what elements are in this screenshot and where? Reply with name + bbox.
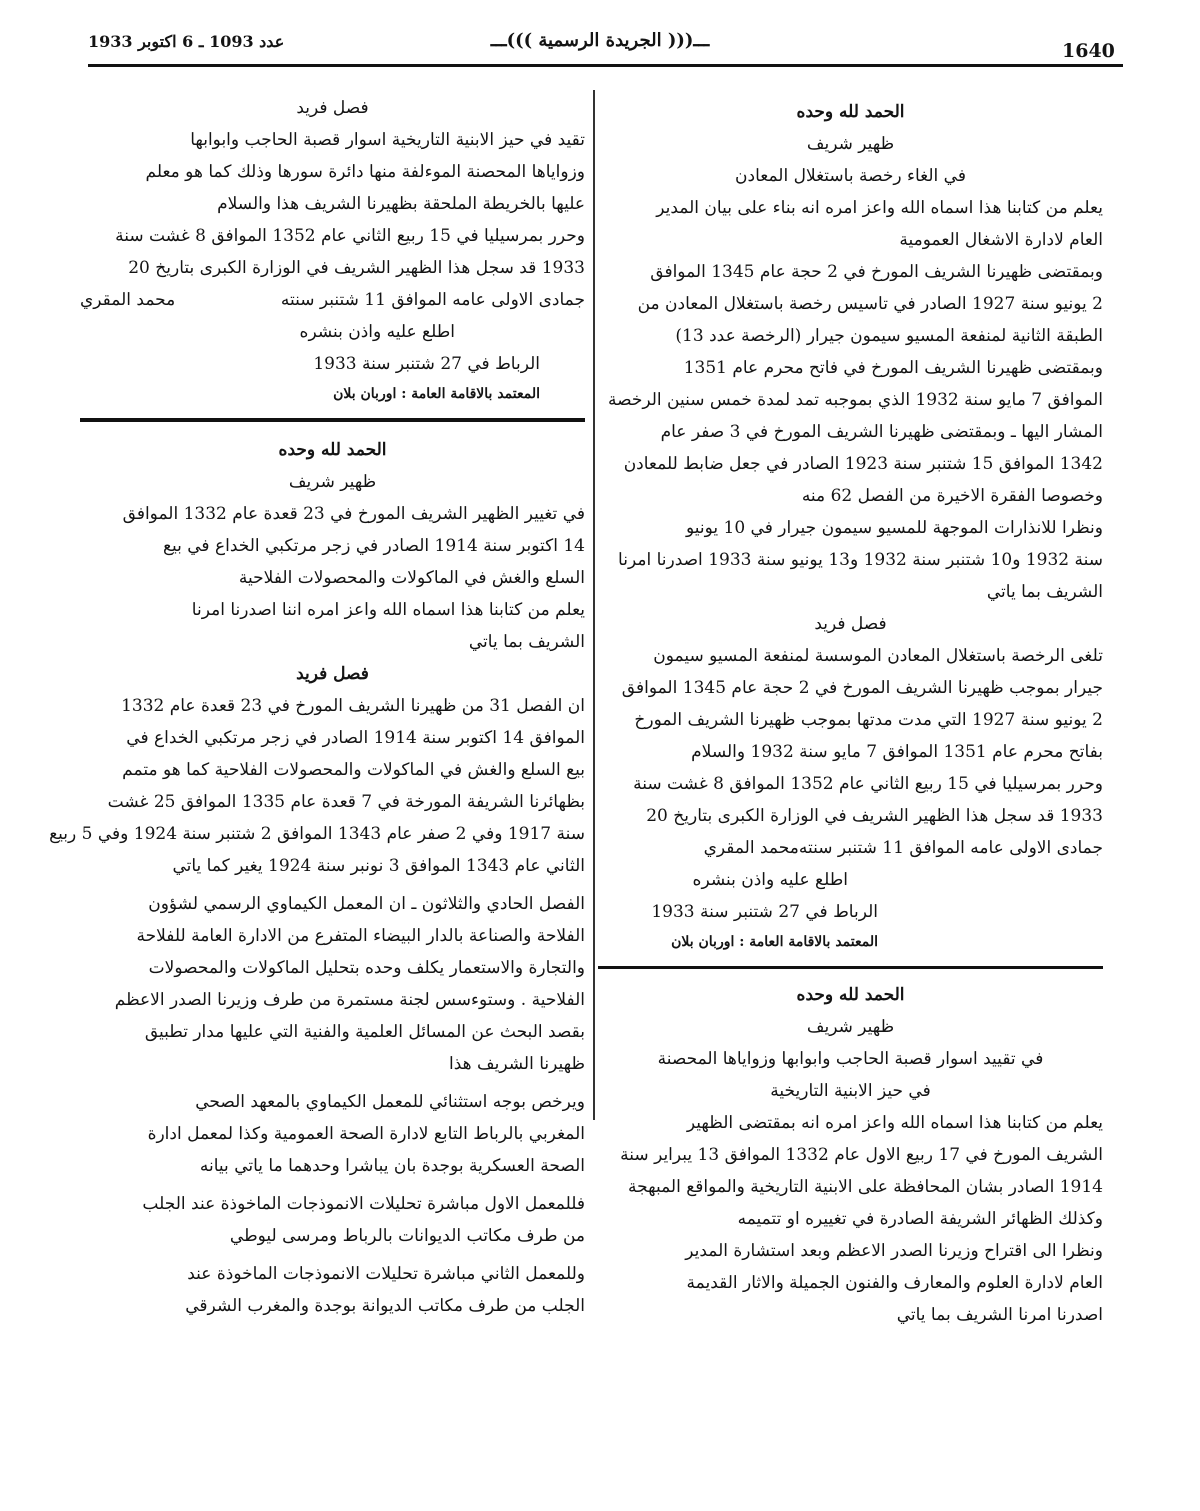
text-line: الصحة العسكرية بوجدة بان يباشرا وحدهما ما ياتي بيانه	[199, 1156, 585, 1176]
column-divider	[593, 90, 595, 1120]
signature-row	[80, 284, 585, 316]
section-rule	[80, 418, 585, 422]
text-line: ونظرا الى اقتراح وزيرنا الصدر الاعظم وبعد استشارة المدير	[685, 1241, 1103, 1261]
decree-mining-license	[598, 96, 1103, 956]
decree-subject: في حيز الابنية التاريخية	[770, 1081, 931, 1101]
text-line: بيع السلع والغش في الماكولات والمحصولات الفلاحية كما هو متمم	[122, 760, 585, 780]
issue-label-text: عدد 1093 ـ 6 اكتوبر 1933	[88, 32, 285, 51]
dahir-title: ظهير شريف	[288, 472, 377, 492]
text-line: فللمعمل الاول مباشرة تحليلات الانموذجات الماخوذة عند الجلب	[142, 1194, 585, 1214]
article-31-text	[80, 888, 585, 1080]
text-line: 1933 قد سجل هذا الظهير الشريف في الوزارة الكبرى بتاريخ 20	[128, 258, 585, 278]
right-column	[598, 96, 1103, 1331]
resident-general: المعتمد بالاقامة العامة : اوربان بلان	[671, 934, 878, 950]
invocation: الحمد لله وحده	[278, 440, 387, 460]
text-line: الفلاحة والصناعة بالدار البيضاء المتفرع من الادارة العامة للفلاحة	[136, 926, 585, 946]
section-rule	[598, 966, 1103, 969]
text-line: يعلم من كتابنا هذا اسماه الله واعز امره اننا اصدرنا امرنا	[191, 600, 585, 620]
decree-subject: في تقييد اسوار قصبة الحاجب وابوابها وزواياها المحصنة	[657, 1049, 1044, 1069]
text-line: الموافق 7 مايو سنة 1932 الذي بموجبه تمد لمدة خمس سنين الرخصة	[607, 390, 1103, 410]
text-line: اصدرنا امرنا الشريف بما ياتي	[896, 1305, 1103, 1325]
text-line: وكذلك الظهائر الشريفة الصادرة في تغييره او تتميمه	[737, 1209, 1103, 1229]
text-line: العام لادارة العلوم والمعارف والفنون الجميلة والاثار القديمة	[686, 1273, 1103, 1293]
article-heading: فصل فريد	[296, 664, 369, 684]
text-line: من طرف مكاتب الديوانات بالرباط ومرسى ليوطي	[229, 1226, 585, 1246]
text-line: الفلاحية . وستوءسس لجنة مستمرة من طرف وزيرنا الصدر الاعظم	[114, 990, 585, 1010]
resident-general: المعتمد بالاقامة العامة : اوربان بلان	[333, 386, 540, 402]
decree-historic-monuments	[598, 979, 1103, 1331]
text-line: 2 يونيو سنة 1927 التي مدت مدتها بموجب ظهيرنا الشريف المورخ	[634, 710, 1103, 730]
invocation: الحمد لله وحده	[796, 102, 905, 122]
text-line: العام لادارة الاشغال العمومية	[899, 230, 1103, 250]
decree-preamble	[598, 192, 1103, 608]
registration-date: جمادى الاولى عامه الموافق 11 شتنبر سنته	[280, 290, 585, 310]
decree-fraud-repression	[49, 434, 585, 1322]
article-heading: فصل فريد	[814, 614, 887, 634]
text-line: تقيد في حيز الابنية التاريخية اسوار قصبة الحاجب وابوابها	[190, 130, 585, 150]
dahir-title: ظهير شريف	[806, 1017, 895, 1037]
registration-date: جمادى الاولى عامه الموافق 11 شتنبر سنته	[798, 838, 1103, 858]
decree-subject: في الغاء رخصة باستغلال المعادن	[735, 166, 966, 186]
article-heading: فصل فريد	[296, 98, 369, 118]
text-line: ان الفصل 31 من ظهيرنا الشريف المورخ في 23 قعدة عام 1332	[121, 696, 585, 716]
text-line: جيرار بموجب ظهيرنا الشريف المورخ في 2 حجة عام 1345 الموافق	[621, 678, 1103, 698]
text-line: الشريف المورخ في 17 ربيع الاول عام 1332 الموافق 13 يبراير سنة	[620, 1145, 1103, 1165]
signatory-name: محمد المقري	[80, 290, 176, 310]
text-line: والتجارة والاستعمار يكلف وحده بتحليل الماكولات والمحصولات	[148, 958, 585, 978]
text-line: عليها بالخريطة الملحقة بظهيرنا الشريف هذا والسلام	[217, 194, 585, 214]
invocation: الحمد لله وحده	[796, 985, 905, 1005]
text-line: 14 اكتوبر سنة 1914 الصادر في زجر مرتكبي الخداع في بيع	[162, 536, 585, 556]
second-lab-paragraph	[80, 1258, 585, 1322]
text-line: الشريف بما ياتي	[468, 632, 585, 652]
text-line: الجلب من طرف مكاتب الديوانة بوجدة والمغرب الشرقي	[185, 1296, 585, 1316]
text-line: الفصل الحادي والثلاثون ـ ان المعمل الكيماوي الرسمي لشؤون	[148, 894, 585, 914]
text-line: المشار اليها ـ وبمقتضى ظهيرنا الشريف المورخ في 3 صفر عام	[660, 422, 1103, 442]
text-line: وللمعمل الثاني مباشرة تحليلات الانموذجات الماخوذة عند	[187, 1264, 585, 1284]
decree-continuation	[80, 92, 585, 408]
dahir-title: ظهير شريف	[806, 134, 895, 154]
signature-row	[598, 832, 1103, 864]
text-line: يعلم من كتابنا هذا اسماه الله واعز امره انه بمقتضى الظهير	[686, 1113, 1103, 1133]
text-line: تلغى الرخصة باستغلال المعادن الموسسة لمنفعة المسيو سيمون	[653, 646, 1103, 666]
text-line: 1342 الموافق 15 شتنبر سنة 1923 الصادر في جعل ضابط للمعادن	[623, 454, 1103, 474]
text-line: الثاني عام 1343 الموافق 3 نونبر سنة 1924 يغير كما ياتي	[172, 856, 585, 876]
text-line: الموافق 14 اكتوبر سنة 1914 الصادر في زجر مرتكبي الخداع في	[126, 728, 585, 748]
text-line: في تغيير الظهير الشريف المورخ في 23 قعدة عام 1332 الموافق	[122, 504, 585, 524]
article-body	[49, 690, 585, 882]
text-line: بظهائرنا الشريفة المورخة في 7 قعدة عام 1335 الموافق 25 غشت	[107, 792, 585, 812]
first-lab-paragraph	[80, 1188, 585, 1252]
text-line: سنة 1917 وفي 2 صفر عام 1343 الموافق 2 شتنبر سنة 1924 وفي 5 ربيع	[49, 824, 585, 844]
header-rule	[88, 64, 1123, 67]
text-line: الطبقة الثانية لمنفعة المسيو سيمون جيرار (الرخصة عدد 13)	[675, 326, 1103, 346]
decree-preamble	[598, 1107, 1103, 1331]
article-body	[598, 640, 1103, 832]
place-date: الرباط في 27 شتنبر سنة 1933	[313, 354, 540, 374]
approval-note: اطلع عليه واذن بنشره	[299, 322, 455, 342]
text-line: بقصد البحث عن المسائل العلمية والفنية التي عليها مدار تطبيق	[144, 1022, 585, 1042]
gazette-masthead: ـــ((( الجريدة الرسمية )))ـــ	[490, 30, 710, 51]
decree-subject	[80, 498, 585, 658]
text-line: 1933 قد سجل هذا الظهير الشريف في الوزارة الكبرى بتاريخ 20	[646, 806, 1103, 826]
issue-label	[88, 32, 320, 51]
text-line: ويرخص بوجه استثنائي للمعمل الكيماوي بالمعهد الصحي	[195, 1092, 585, 1112]
text-line: الشريف بما ياتي	[986, 582, 1103, 602]
left-column	[49, 92, 585, 1322]
approval-note: اطلع عليه واذن بنشره	[692, 870, 848, 890]
place-date: الرباط في 27 شتنبر سنة 1933	[651, 902, 878, 922]
text-line: المغربي بالرباط التابع لادارة الصحة العمومية وكذا لمعمل ادارة	[147, 1124, 585, 1144]
text-line: 2 يونيو سنة 1927 الصادر في تاسيس رخصة باستغلال المعادن من	[637, 294, 1103, 314]
article-body	[80, 124, 585, 284]
text-line: وخصوصا الفقرة الاخيرة من الفصل 62 منه	[801, 486, 1103, 506]
text-line: وبمقتضى ظهيرنا الشريف المورخ في فاتح محرم عام 1351	[683, 358, 1103, 378]
text-line: ونظرا للانذارات الموجهة للمسيو سيمون جيرار في 10 يونيو	[685, 518, 1103, 538]
text-line: وزواياها المحصنة الموءلفة منها دائرة سورها وذلك كما هو معلم	[145, 162, 585, 182]
text-line: وبمقتضى ظهيرنا الشريف المورخ في 2 حجة عام 1345 الموافق	[650, 262, 1103, 282]
text-line: وحرر بمرسيليا في 15 ربيع الثاني عام 1352 الموافق 8 غشت سنة	[633, 774, 1103, 794]
text-line: ظهيرنا الشريف هذا	[449, 1054, 585, 1074]
signatory-name: محمد المقري	[703, 838, 799, 858]
text-line: بفاتح محرم عام 1351 الموافق 7 مايو سنة 1932 والسلام	[691, 742, 1103, 762]
text-line: يعلم من كتابنا هذا اسماه الله واعز امره انه بناء على بيان المدير	[656, 198, 1103, 218]
exception-paragraph	[80, 1086, 585, 1182]
text-line: وحرر بمرسيليا في 15 ربيع الثاني عام 1352 الموافق 8 غشت سنة	[115, 226, 585, 246]
text-line: 1914 الصادر بشان المحافظة على الابنية التاريخية والمواقع المبهجة	[628, 1177, 1103, 1197]
page-number: 1640	[1062, 40, 1115, 62]
text-line: سنة 1932 و10 شتنبر سنة 1932 و13 يونيو سنة 1933 اصدرنا امرنا	[618, 550, 1103, 570]
text-line: السلع والغش في الماكولات والمحصولات الفلاحية	[238, 568, 585, 588]
